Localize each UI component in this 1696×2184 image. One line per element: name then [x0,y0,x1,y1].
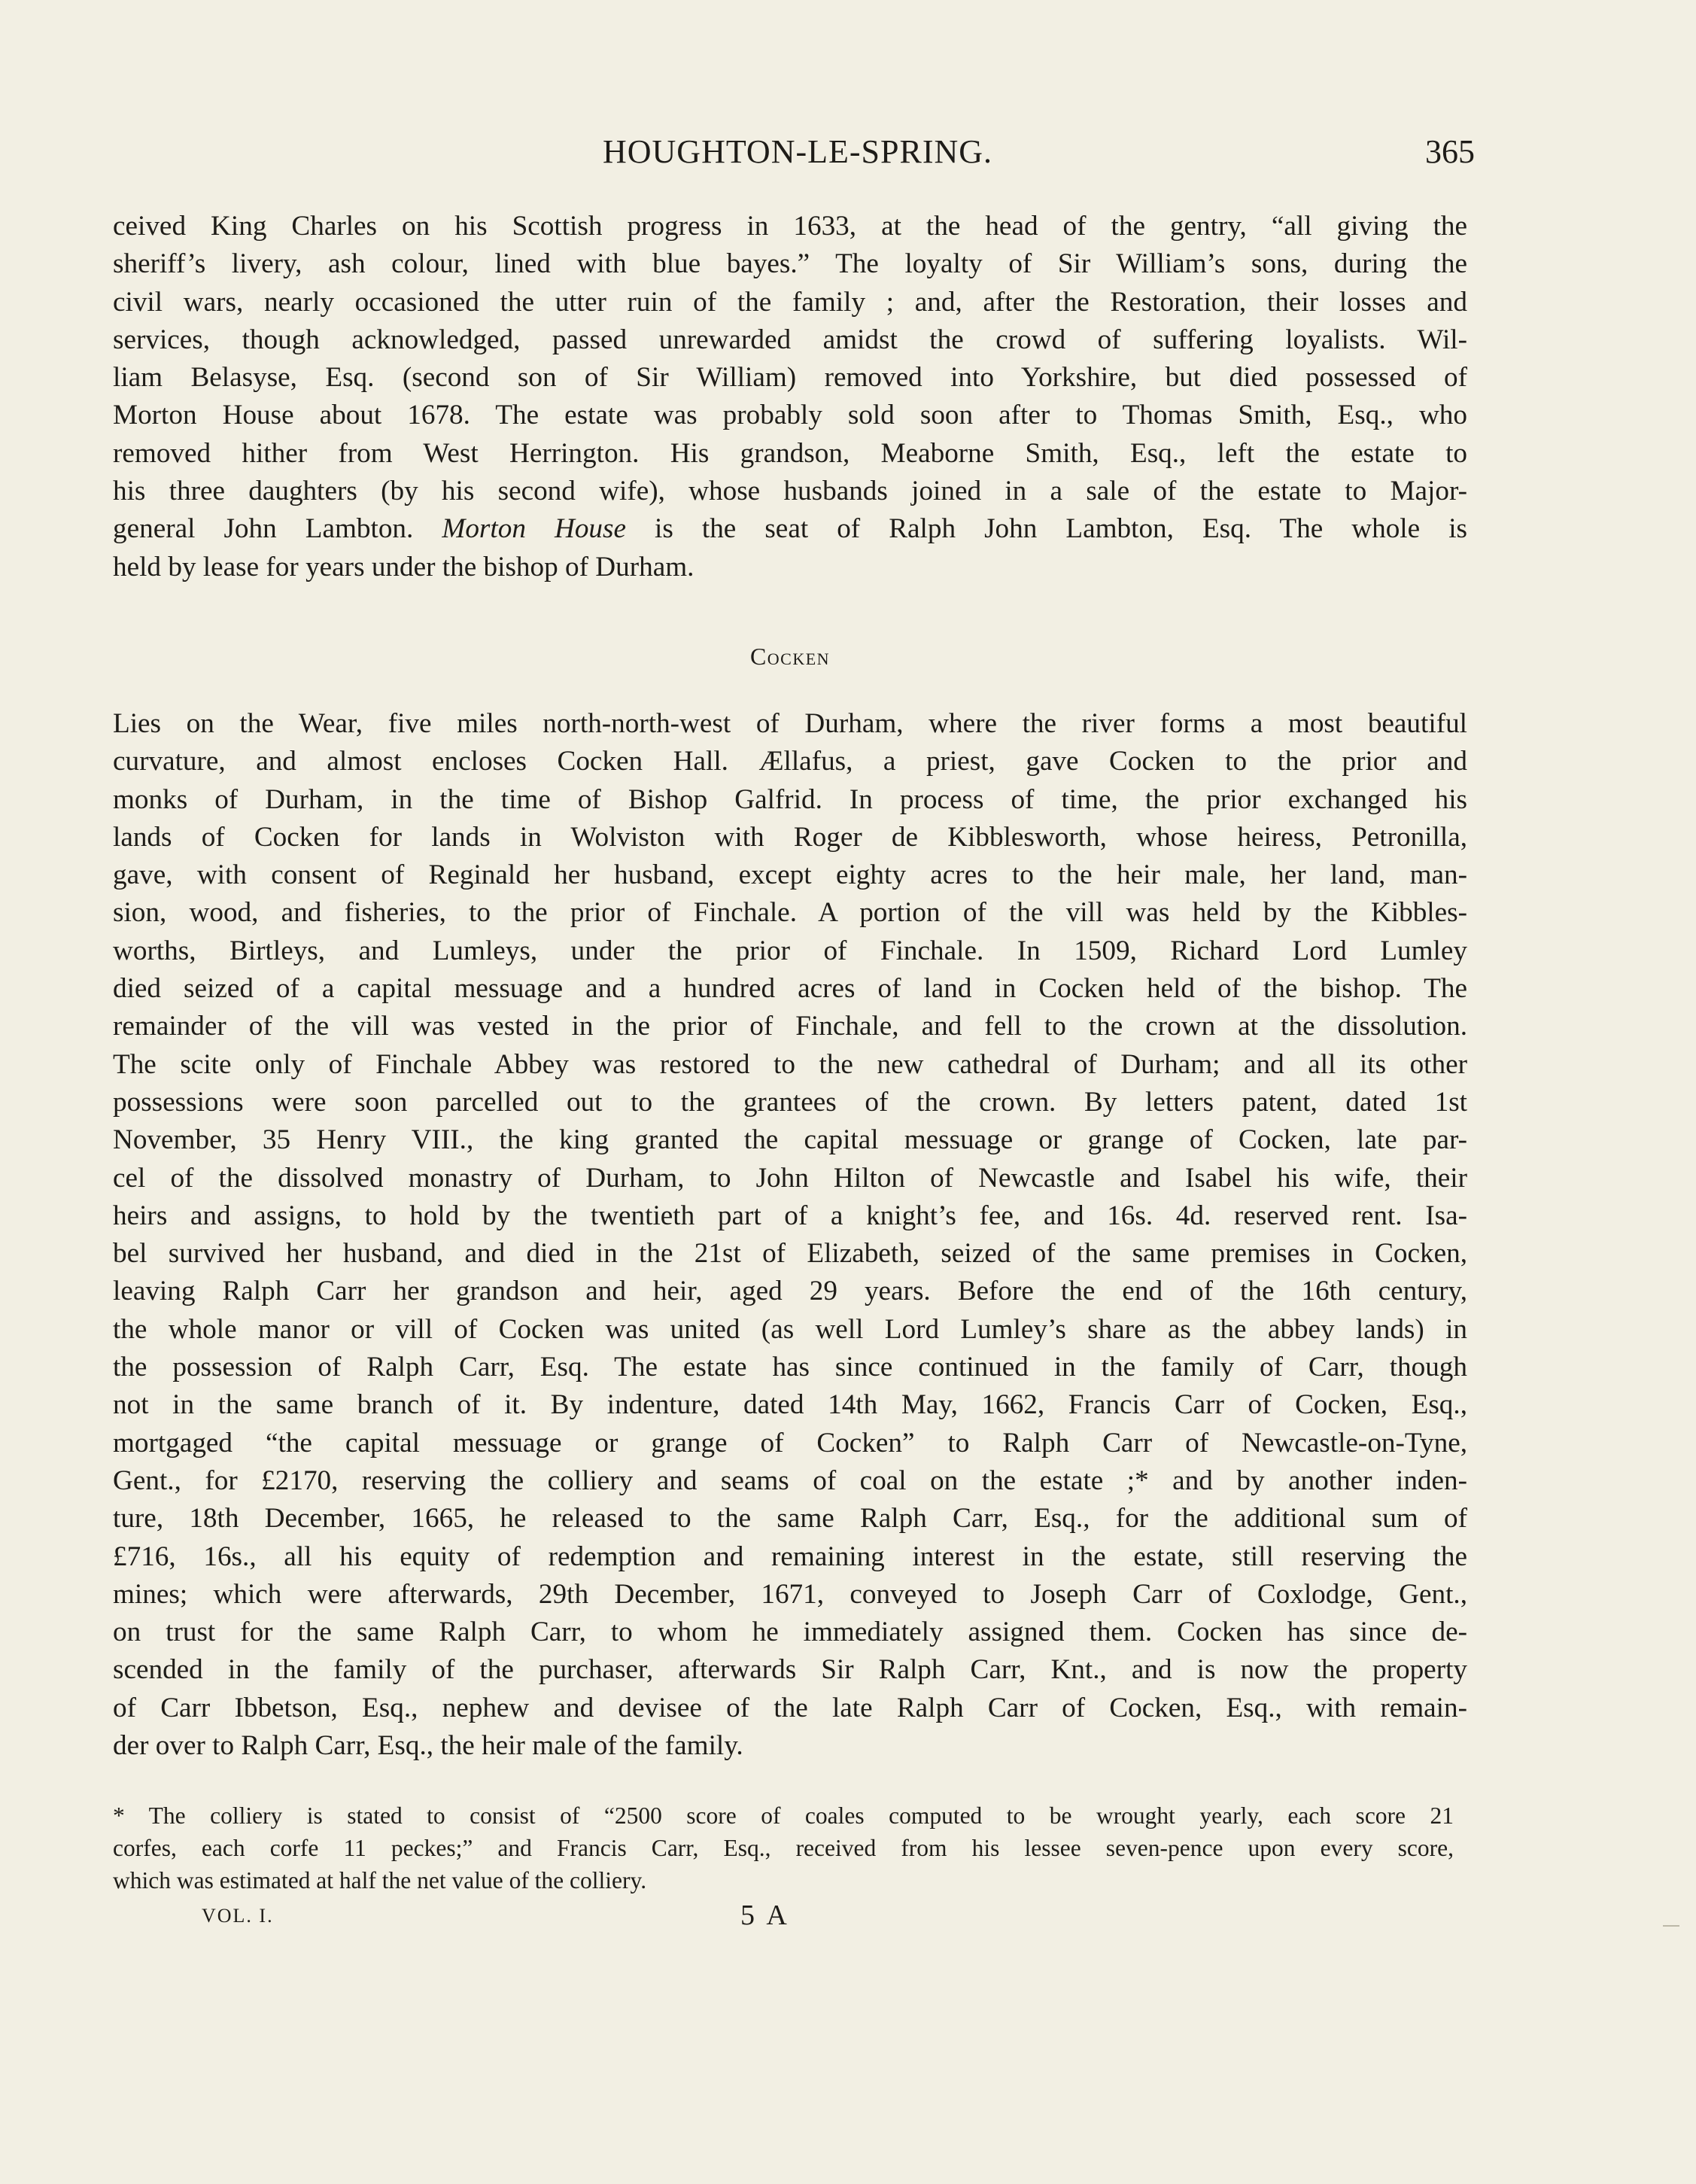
text-line: liam Belasyse, Esq. (second son of Sir William) removed into Yorkshire, but died possessed of [113,362,1467,394]
page-edge-mark [1663,1925,1679,1927]
line-text-after: is the seat of Ralph John Lambton, Esq. The whole is [625,513,1467,545]
text-line: ture, 18th December, 1665, he released to the same Ralph Carr, Esq., for the additional sum of [113,1503,1467,1535]
text-line: Gent., for £2170, reserving the colliery and seams of coal on the estate ;* and by another inden- [113,1465,1467,1496]
text-line: monks of Durham, in the time of Bishop Galfrid. In process of time, the prior exchanged his [113,783,1467,815]
text-line: heirs and assigns, to hold by the twentieth part of a knight’s fee, and 16s. 4d. reserved rent. Isa- [113,1200,1467,1231]
page-footer [202,1899,804,1936]
text-line: the whole manor or vill of Cocken was united (as well Lord Lumley’s share as the abbey lands) in [113,1313,1467,1345]
paragraph-morton-house [113,208,1467,586]
text-line: curvature, and almost encloses Cocken Hall. Ællafus, a priest, gave Cocken to the prior and [113,746,1467,777]
page-number: 365 [1425,133,1475,170]
section-heading-text: Cocken [749,643,831,670]
italic-morton-house: Morton House [442,513,626,545]
paragraph-cocken [113,705,1467,1765]
section-heading [113,643,1467,671]
text-line: civil wars, nearly occasioned the utter ruin of the family ; and, after the Restoration, their losses and [113,286,1467,318]
line-text-before: general John Lambton. [113,513,442,545]
text-line: The scite only of Finchale Abbey was restored to the new cathedral of Durham; and all its other [113,1048,1467,1080]
running-title: HOUGHTON-LE-SPRING. [602,133,993,170]
volume-label: VOL. I. [202,1905,274,1927]
text-line: mines; which were afterwards, 29th December, 1671, conveyed to Joseph Carr of Coxlodge, Gent., [113,1578,1467,1610]
text-line: bel survived her husband, and died in the 21st of Elizabeth, seized of the same premises in Cocken, [113,1238,1467,1270]
footnote-line: * The colliery is stated to consist of “2500 score of coales computed to be wrought yearly, each score 21 [113,1802,1454,1829]
text-line: worths, Birtleys, and Lumleys, under the prior of Finchale. In 1509, Richard Lord Lumley [113,935,1467,966]
text-line: possessions were soon parcelled out to the grantees of the crown. By letters patent, dated 1st [113,1086,1467,1118]
text-line: mortgaged “the capital messuage or grange of Cocken” to Ralph Carr of Newcastle-on-Tyne, [113,1427,1467,1459]
text-line: not in the same branch of it. By indenture, dated 14th May, 1662, Francis Carr of Cocken, Esq., [113,1389,1467,1421]
signature-mark: 5 A [740,1900,790,1931]
text-line: held by lease for years under the bishop of Durham. [113,551,695,583]
text-line: the possession of Ralph Carr, Esq. The estate has since continued in the family of Carr, though [113,1352,1467,1383]
text-line-with-italic [113,510,1467,548]
text-line: sheriff’s livery, ash colour, lined with blue bayes.” The loyalty of Sir William’s sons, during the [113,248,1467,280]
text-line: of Carr Ibbetson, Esq., nephew and devisee of the late Ralph Carr of Cocken, Esq., with remain- [113,1692,1467,1723]
text-line: died seized of a capital messuage and a hundred acres of land in Cocken held of the bishop. The [113,973,1467,1005]
text-line: his three daughters (by his second wife), whose husbands joined in a sale of the estate to Major- [113,476,1467,507]
text-line: der over to Ralph Carr, Esq., the heir male of the family. [113,1730,743,1762]
text-line: November, 35 Henry VIII., the king granted the capital messuage or grange of Cocken, late par- [113,1124,1467,1156]
text-line: on trust for the same Ralph Carr, to whom he immediately assigned them. Cocken has since de- [113,1617,1467,1648]
text-line: removed hither from West Herrington. His grandson, Meaborne Smith, Esq., left the estate to [113,437,1467,469]
text-line: Lies on the Wear, five miles north-north-west of Durham, where the river forms a most beautiful [113,708,1467,739]
footnote-line: which was estimated at half the net value of the colliery. [113,1867,647,1894]
text-line: leaving Ralph Carr her grandson and heir, aged 29 years. Before the end of the 16th century, [113,1276,1467,1307]
text-line: remainder of the vill was vested in the prior of Finchale, and fell to the crown at the dissolution. [113,1011,1467,1042]
footnote [113,1799,1454,1897]
text-line: ceived King Charles on his Scottish progress in 1633, at the head of the gentry, “all giving the [113,211,1467,242]
text-line: lands of Cocken for lands in Wolviston with Roger de Kibblesworth, whose heiress, Petronilla, [113,821,1467,853]
text-line: sion, wood, and fisheries, to the prior of Finchale. A portion of the vill was held by the Kibbles- [113,897,1467,929]
text-line: Morton House about 1678. The estate was probably sold soon after to Thomas Smith, Esq., who [113,400,1467,431]
text-line: gave, with consent of Reginald her husband, except eighty acres to the heir male, her land, man- [113,859,1467,891]
footnote-line: corfes, each corfe 11 peckes;” and Francis Carr, Esq., received from his lessee seven-pence upon every score, [113,1835,1454,1861]
text-line: scended in the family of the purchaser, afterwards Sir Ralph Carr, Knt., and is now the property [113,1654,1467,1686]
text-line: £716, 16s., all his equity of redemption and remaining interest in the estate, still reserving the [113,1541,1467,1572]
text-line: cel of the dissolved monastry of Durham, to John Hilton of Newcastle and Isabel his wife, their [113,1162,1467,1194]
page-header [120,132,1475,178]
text-line: services, though acknowledged, passed unrewarded amidst the crowd of suffering loyalists. Wil- [113,324,1467,355]
